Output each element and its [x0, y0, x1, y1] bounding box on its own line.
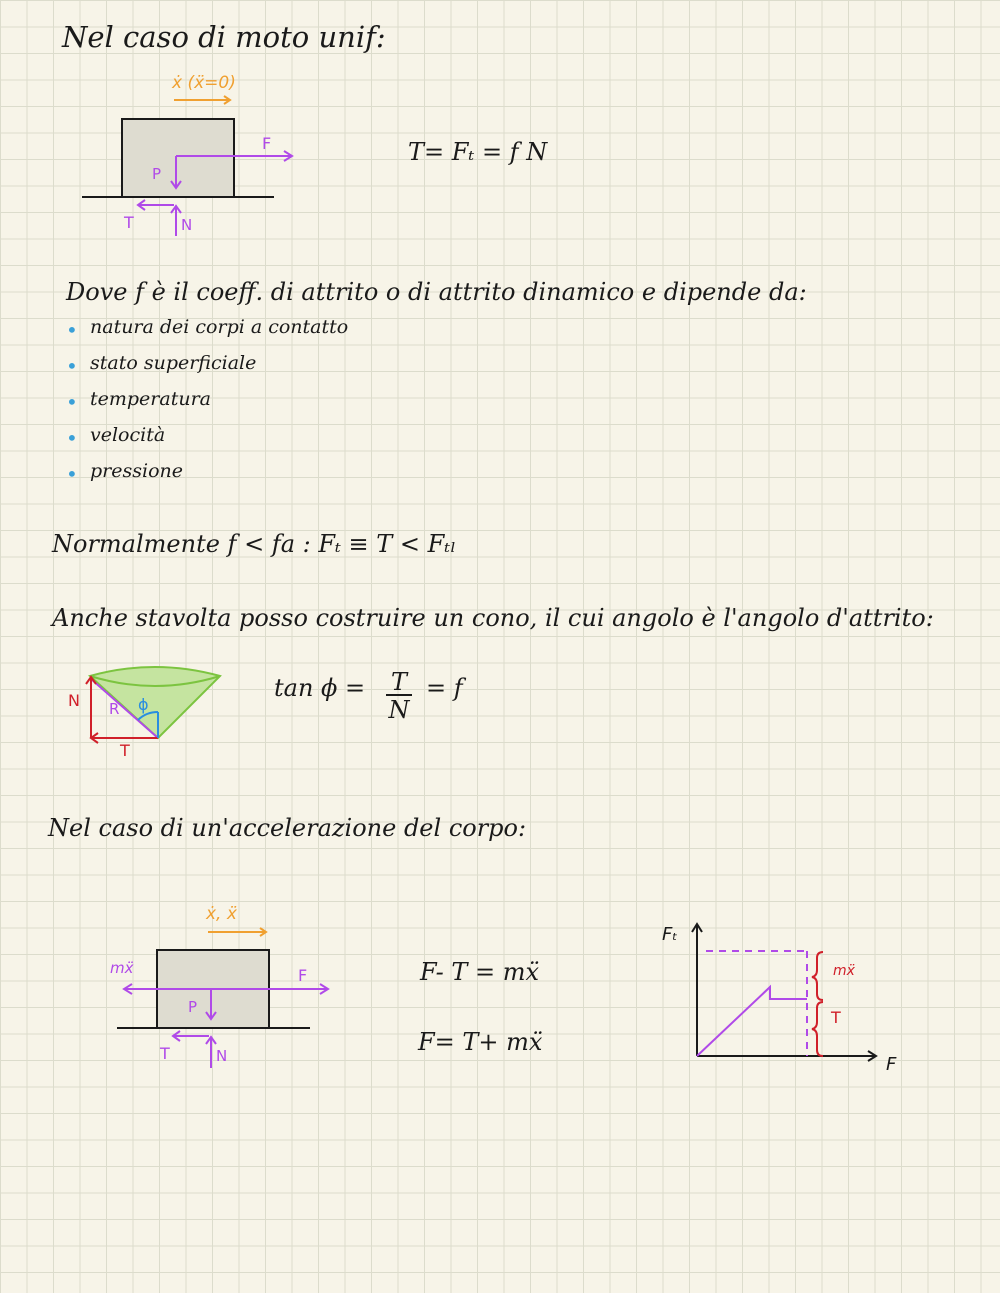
heading-uniform-motion: Nel caso di moto unif:	[62, 20, 386, 54]
weight-label: P	[152, 165, 162, 183]
force-label: F	[298, 966, 308, 985]
brace-inertia	[812, 952, 823, 1000]
tangent-lhs: tan ϕ =	[274, 674, 366, 702]
coefficient-intro: Dove f è il coeff. di attrito o di attrito dinamico e dipende da:	[66, 278, 807, 306]
friction-label: T	[124, 213, 134, 232]
brace-friction	[812, 1002, 823, 1056]
brace-friction-label: T	[831, 1008, 841, 1027]
fraction-numerator: T	[390, 668, 407, 696]
list-item: velocità	[90, 424, 166, 446]
list-item: natura dei corpi a contatto	[90, 316, 349, 338]
cone-normal-label: N	[68, 691, 80, 710]
inertia-label: mẍ	[110, 959, 134, 977]
tangent-rhs: = f	[426, 674, 463, 702]
velocity-acceleration-label: ẋ, ẍ	[206, 904, 237, 924]
equation-rearranged: F= T+ mẍ	[418, 1028, 543, 1056]
equation-friction: T= Fₜ = f N	[408, 138, 548, 166]
friction-label: T	[160, 1044, 170, 1063]
cone-friction-label: T	[120, 741, 130, 760]
normal-statement: Normalmente f < fa : Fₜ ≡ T < Fₜₗ	[52, 530, 457, 558]
normal-label: N	[181, 216, 193, 234]
normal-label: N	[216, 1047, 228, 1065]
equation-newton: F- T = mẍ	[420, 958, 539, 986]
block-diagram-accelerated	[100, 895, 340, 1075]
heading-acceleration: Nel caso di un'accelerazione del corpo:	[48, 814, 527, 842]
angle-label: ϕ	[138, 695, 149, 714]
x-axis-label: F	[886, 1054, 897, 1075]
cone-intro: Anche stavolta posso costruire un cono, il cui angolo è l'angolo d'attrito:	[52, 604, 934, 632]
y-axis-label: Fₜ	[662, 924, 678, 945]
force-label: F	[262, 134, 272, 153]
list-item: stato superficiale	[90, 352, 257, 374]
fraction-denominator: N	[388, 696, 410, 724]
list-item: temperatura	[90, 388, 211, 410]
list-item: pressione	[90, 460, 183, 482]
friction-curve	[697, 987, 807, 1056]
brace-inertia-label: mẍ	[833, 963, 855, 979]
friction-force-graph	[650, 910, 910, 1080]
resultant-label: R	[109, 700, 120, 718]
block-diagram-uniform	[70, 60, 310, 240]
weight-label: P	[188, 998, 198, 1016]
velocity-label: ẋ (ẍ=0)	[172, 73, 236, 93]
friction-cone-diagram	[60, 660, 240, 765]
